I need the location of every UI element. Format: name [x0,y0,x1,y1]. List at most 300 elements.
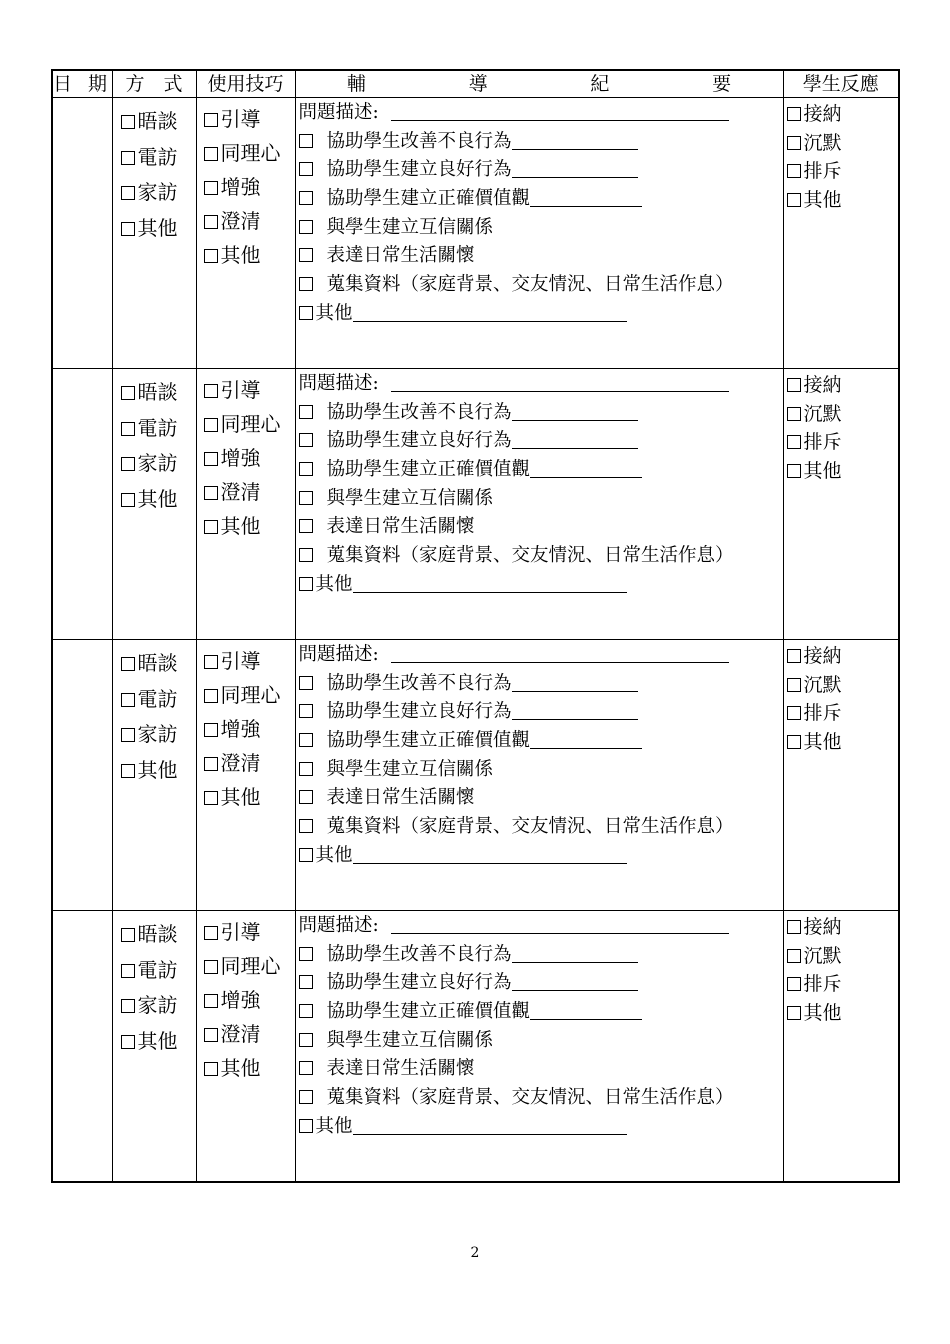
checkbox[interactable] [299,733,313,747]
responses-label: 接納 [803,103,842,125]
record-item-label: 協助學生改善不良行為 [326,672,512,694]
method-cell [112,640,196,911]
checkbox[interactable] [204,655,218,669]
checkbox[interactable] [299,975,313,989]
header-record-char: 輔 [346,73,366,95]
record-cell [295,640,783,911]
record-item-label: 表達日常生活關懷 [326,245,475,267]
record-item-label: 協助學生改善不良行為 [326,401,512,423]
checkbox[interactable] [787,164,801,178]
techniques-option[interactable] [204,136,295,170]
header-record-char: 導 [468,73,488,95]
techniques-option[interactable] [204,204,295,238]
checkbox[interactable] [204,1028,218,1042]
fill-blank[interactable] [512,430,638,449]
methods-option[interactable] [121,104,196,140]
responses-label: 其他 [803,731,842,754]
checkbox[interactable] [787,949,801,963]
responses-option[interactable] [787,699,899,728]
record-item-label: 與學生建立互信關係 [326,758,494,780]
record-other[interactable] [299,1113,783,1142]
checkbox[interactable] [204,994,218,1008]
responses-option[interactable] [787,728,899,757]
response-cell [783,369,899,640]
checkbox[interactable] [299,462,313,476]
record-item[interactable] [299,969,783,998]
checkbox[interactable] [299,491,313,505]
techniques-option[interactable] [204,170,295,204]
checkbox[interactable] [299,220,313,234]
responses-option[interactable] [787,157,899,186]
record-other-label: 其他 [315,302,353,324]
checkbox[interactable] [299,819,313,833]
checkbox[interactable] [204,757,218,771]
fill-blank[interactable] [512,402,638,421]
problem-line [299,370,783,399]
methods-option[interactable] [121,753,196,789]
record-item[interactable] [299,242,783,271]
methods-label: 家訪 [137,180,178,204]
checkbox[interactable] [204,689,218,703]
checkbox[interactable] [787,435,801,449]
checkbox[interactable] [121,999,135,1013]
checkbox[interactable] [299,790,313,804]
checkbox[interactable] [299,433,313,447]
record-item[interactable] [299,670,783,699]
methods-option[interactable] [121,175,196,211]
techniques-label: 其他 [220,785,261,809]
methods-label: 家訪 [137,993,178,1017]
record-item[interactable] [299,998,783,1027]
methods-option[interactable] [121,1024,196,1060]
methods-option[interactable] [121,211,196,247]
techniques-label: 澄清 [220,209,261,233]
record-item-label: 蒐集資料（家庭背景、交友情況、日常生活作息） [326,816,734,838]
fill-blank[interactable] [512,131,638,150]
techniques-option[interactable] [204,238,295,272]
checkbox[interactable] [299,577,313,591]
header-date: 日 期 [52,70,112,98]
checkbox[interactable] [299,134,313,148]
checkbox[interactable] [787,920,801,934]
techniques-label: 增強 [220,717,261,741]
responses-label: 接納 [803,916,842,938]
checkbox[interactable] [787,378,801,392]
date-cell[interactable] [52,911,112,1183]
problem-input[interactable] [391,915,729,934]
record-item-label: 協助學生建立良好行為 [326,430,512,452]
header-technique: 使用技巧 [196,70,295,98]
record-item-label: 協助學生建立正確價值觀 [326,188,531,210]
techniques-option[interactable] [204,678,295,712]
checkbox[interactable] [204,452,218,466]
problem-input[interactable] [391,102,729,121]
techniques-option[interactable] [204,983,295,1017]
record-other[interactable] [299,300,783,329]
techniques-label: 其他 [220,243,261,267]
techniques-label: 澄清 [220,751,261,775]
checkbox[interactable] [299,848,313,862]
methods-option[interactable] [121,953,196,989]
fill-blank[interactable] [512,673,638,692]
record-item[interactable] [299,542,783,571]
response-cell [783,640,899,911]
methods-label: 晤談 [137,922,178,946]
checkbox[interactable] [121,151,135,165]
methods-label: 其他 [137,1028,178,1053]
methods-option[interactable] [121,482,196,518]
techniques-label: 同理心 [220,412,281,436]
date-cell[interactable] [52,369,112,640]
checkbox[interactable] [204,723,218,737]
record-item[interactable] [299,698,783,727]
checkbox[interactable] [787,193,801,207]
checkbox[interactable] [121,222,135,236]
record-item-label: 與學生建立互信關係 [326,487,494,509]
header-record-char: 紀 [590,73,610,95]
techniques-option[interactable] [204,509,295,543]
entry-row [52,369,899,640]
responses-option[interactable] [787,970,899,999]
checkbox[interactable] [787,407,801,421]
record-item[interactable] [299,427,783,456]
responses-label: 排斥 [803,973,842,996]
responses-label: 沉默 [803,944,842,967]
fill-blank[interactable] [530,188,642,207]
record-other[interactable] [299,571,783,600]
methods-option[interactable] [121,411,196,447]
methods-label: 其他 [137,215,178,240]
record-item[interactable] [299,214,783,243]
problem-input[interactable] [391,644,729,663]
checkbox[interactable] [299,1061,313,1075]
technique-cell [196,369,295,640]
responses-label: 其他 [803,460,842,483]
checkbox[interactable] [299,676,313,690]
techniques-option[interactable] [204,1017,295,1051]
problem-label: 問題描述: [298,644,379,665]
responses-option[interactable] [787,999,899,1028]
record-item-label: 協助學生建立正確價值觀 [326,1001,531,1023]
techniques-label: 同理心 [220,683,281,707]
methods-label: 晤談 [137,109,178,133]
checkbox[interactable] [121,728,135,742]
techniques-option[interactable] [204,441,295,475]
record-other-label: 其他 [315,844,353,866]
techniques-label: 引導 [220,378,261,402]
header-record [295,70,783,98]
date-cell[interactable] [52,98,112,369]
checkbox[interactable] [299,405,313,419]
methods-label: 電訪 [137,144,178,169]
record-item[interactable] [299,185,783,214]
problem-line [299,912,783,941]
record-item-label: 協助學生改善不良行為 [326,130,512,152]
checkbox[interactable] [204,147,218,161]
record-item[interactable] [299,1027,783,1056]
checkbox[interactable] [204,249,218,263]
responses-label: 排斥 [803,702,842,725]
checkbox[interactable] [121,386,135,400]
record-item-label: 蒐集資料（家庭背景、交友情況、日常生活作息） [326,274,734,296]
fill-blank[interactable] [512,701,638,720]
methods-option[interactable] [121,646,196,682]
checkbox[interactable] [204,520,218,534]
problem-line [299,641,783,670]
techniques-label: 澄清 [220,480,261,504]
record-item-label: 蒐集資料（家庭背景、交友情況、日常生活作息） [326,545,734,567]
checkbox[interactable] [299,1033,313,1047]
methods-label: 其他 [137,486,178,511]
responses-label: 沉默 [803,402,842,425]
methods-option[interactable] [121,917,196,953]
record-item-label: 蒐集資料（家庭背景、交友情況、日常生活作息） [326,1087,734,1109]
checkbox[interactable] [121,964,135,978]
checkbox[interactable] [787,136,801,150]
methods-label: 家訪 [137,722,178,746]
record-item[interactable] [299,513,783,542]
responses-label: 其他 [803,189,842,212]
record-item[interactable] [299,399,783,428]
fill-blank[interactable] [512,972,638,991]
techniques-option[interactable] [204,644,295,678]
checkbox[interactable] [121,693,135,707]
checkbox[interactable] [204,486,218,500]
responses-option[interactable] [787,100,899,129]
methods-label: 其他 [137,757,178,782]
checkbox[interactable] [787,464,801,478]
checkbox[interactable] [121,928,135,942]
record-other[interactable] [299,842,783,871]
methods-label: 晤談 [137,651,178,675]
methods-option[interactable] [121,375,196,411]
checkbox[interactable] [299,162,313,176]
responses-option[interactable] [787,129,899,158]
record-item[interactable] [299,784,783,813]
record-item[interactable] [299,128,783,157]
checkbox[interactable] [299,762,313,776]
checkbox[interactable] [204,1062,218,1076]
checkbox[interactable] [121,457,135,471]
responses-label: 沉默 [803,673,842,696]
techniques-option[interactable] [204,102,295,136]
record-item[interactable] [299,1084,783,1113]
entry-row [52,98,899,369]
record-other-label: 其他 [315,1115,353,1137]
responses-label: 接納 [803,645,842,667]
record-item[interactable] [299,1055,783,1084]
record-item[interactable] [299,156,783,185]
checkbox[interactable] [787,107,801,121]
checkbox[interactable] [121,764,135,778]
techniques-option[interactable] [204,1051,295,1085]
checkbox[interactable] [787,678,801,692]
technique-cell [196,911,295,1183]
record-item[interactable] [299,456,783,485]
date-cell[interactable] [52,640,112,911]
checkbox[interactable] [299,548,313,562]
checkbox[interactable] [204,113,218,127]
fill-blank[interactable] [530,459,642,478]
record-item-label: 表達日常生活關懷 [326,787,475,809]
checkbox[interactable] [121,1035,135,1049]
fill-blank[interactable] [512,159,638,178]
record-cell [295,911,783,1183]
record-item-label: 與學生建立互信關係 [326,216,494,238]
record-item-label: 協助學生建立良好行為 [326,701,512,723]
methods-label: 電訪 [137,957,178,982]
techniques-option[interactable] [204,712,295,746]
checkbox[interactable] [204,181,218,195]
entry-row [52,640,899,911]
checkbox[interactable] [121,186,135,200]
record-item-label: 協助學生建立良好行為 [326,972,512,994]
checkbox[interactable] [121,422,135,436]
checkbox[interactable] [787,649,801,663]
techniques-option[interactable] [204,407,295,441]
problem-line [299,99,783,128]
record-other-input[interactable] [353,1116,627,1135]
counseling-record-table [51,69,900,1183]
methods-label: 電訪 [137,415,178,440]
response-cell [783,911,899,1183]
checkbox[interactable] [204,384,218,398]
techniques-option[interactable] [204,915,295,949]
methods-option[interactable] [121,988,196,1024]
checkbox[interactable] [787,1006,801,1020]
record-item[interactable] [299,485,783,514]
responses-option[interactable] [787,371,899,400]
methods-option[interactable] [121,140,196,176]
checkbox[interactable] [204,926,218,940]
method-cell [112,98,196,369]
techniques-option[interactable] [204,746,295,780]
checkbox[interactable] [787,706,801,720]
checkbox[interactable] [204,960,218,974]
record-item[interactable] [299,271,783,300]
responses-option[interactable] [787,671,899,700]
record-other-input[interactable] [353,303,627,322]
checkbox[interactable] [299,704,313,718]
responses-label: 沉默 [803,131,842,154]
header-row [52,70,899,98]
techniques-label: 其他 [220,1056,261,1080]
problem-label: 問題描述: [298,915,379,936]
fill-blank[interactable] [512,944,638,963]
techniques-option[interactable] [204,780,295,814]
method-cell [112,369,196,640]
checkbox[interactable] [204,791,218,805]
responses-option[interactable] [787,913,899,942]
record-item[interactable] [299,813,783,842]
checkbox[interactable] [121,115,135,129]
checkbox[interactable] [204,215,218,229]
checkbox[interactable] [121,493,135,507]
checkbox[interactable] [787,735,801,749]
checkbox[interactable] [299,1004,313,1018]
checkbox[interactable] [299,1090,313,1104]
techniques-option[interactable] [204,949,295,983]
record-cell [295,369,783,640]
header-method: 方 式 [112,70,196,98]
responses-label: 排斥 [803,160,842,183]
response-cell [783,98,899,369]
checkbox[interactable] [299,947,313,961]
problem-label: 問題描述: [298,102,379,123]
techniques-label: 增強 [220,988,261,1012]
problem-label: 問題描述: [298,373,379,394]
record-item[interactable] [299,756,783,785]
methods-option[interactable] [121,682,196,718]
record-other-input[interactable] [353,845,627,864]
responses-option[interactable] [787,642,899,671]
record-item-label: 表達日常生活關懷 [326,1058,475,1080]
problem-input[interactable] [391,373,729,392]
techniques-label: 增強 [220,175,261,199]
checkbox[interactable] [299,248,313,262]
checkbox[interactable] [121,657,135,671]
checkbox[interactable] [299,191,313,205]
techniques-label: 同理心 [220,141,281,165]
record-item-label: 協助學生改善不良行為 [326,943,512,965]
techniques-label: 引導 [220,649,261,673]
checkbox[interactable] [299,306,313,320]
fill-blank[interactable] [530,730,642,749]
technique-cell [196,98,295,369]
checkbox[interactable] [204,418,218,432]
record-cell [295,98,783,369]
record-item-label: 表達日常生活關懷 [326,516,475,538]
techniques-label: 引導 [220,107,261,131]
responses-label: 排斥 [803,431,842,454]
technique-cell [196,640,295,911]
responses-option[interactable] [787,428,899,457]
record-item[interactable] [299,727,783,756]
techniques-label: 引導 [220,920,261,944]
techniques-label: 增強 [220,446,261,470]
techniques-label: 同理心 [220,954,281,978]
responses-label: 接納 [803,374,842,396]
checkbox[interactable] [299,277,313,291]
record-item[interactable] [299,941,783,970]
techniques-option[interactable] [204,373,295,407]
responses-label: 其他 [803,1002,842,1025]
checkbox[interactable] [299,519,313,533]
methods-option[interactable] [121,717,196,753]
fill-blank[interactable] [530,1001,642,1020]
responses-option[interactable] [787,942,899,971]
record-item-label: 協助學生建立正確價值觀 [326,459,531,481]
page-number: 2 [470,1245,480,1261]
checkbox[interactable] [299,1119,313,1133]
methods-label: 電訪 [137,686,178,711]
responses-option[interactable] [787,457,899,486]
method-cell [112,911,196,1183]
checkbox[interactable] [787,977,801,991]
entry-row [52,911,899,1183]
record-item-label: 與學生建立互信關係 [326,1029,494,1051]
responses-option[interactable] [787,186,899,215]
techniques-label: 澄清 [220,1022,261,1046]
record-other-label: 其他 [315,573,353,595]
methods-option[interactable] [121,446,196,482]
header-record-char: 要 [712,73,732,95]
record-other-input[interactable] [353,574,627,593]
methods-label: 家訪 [137,451,178,475]
techniques-option[interactable] [204,475,295,509]
responses-option[interactable] [787,400,899,429]
record-item-label: 協助學生建立正確價值觀 [326,730,531,752]
